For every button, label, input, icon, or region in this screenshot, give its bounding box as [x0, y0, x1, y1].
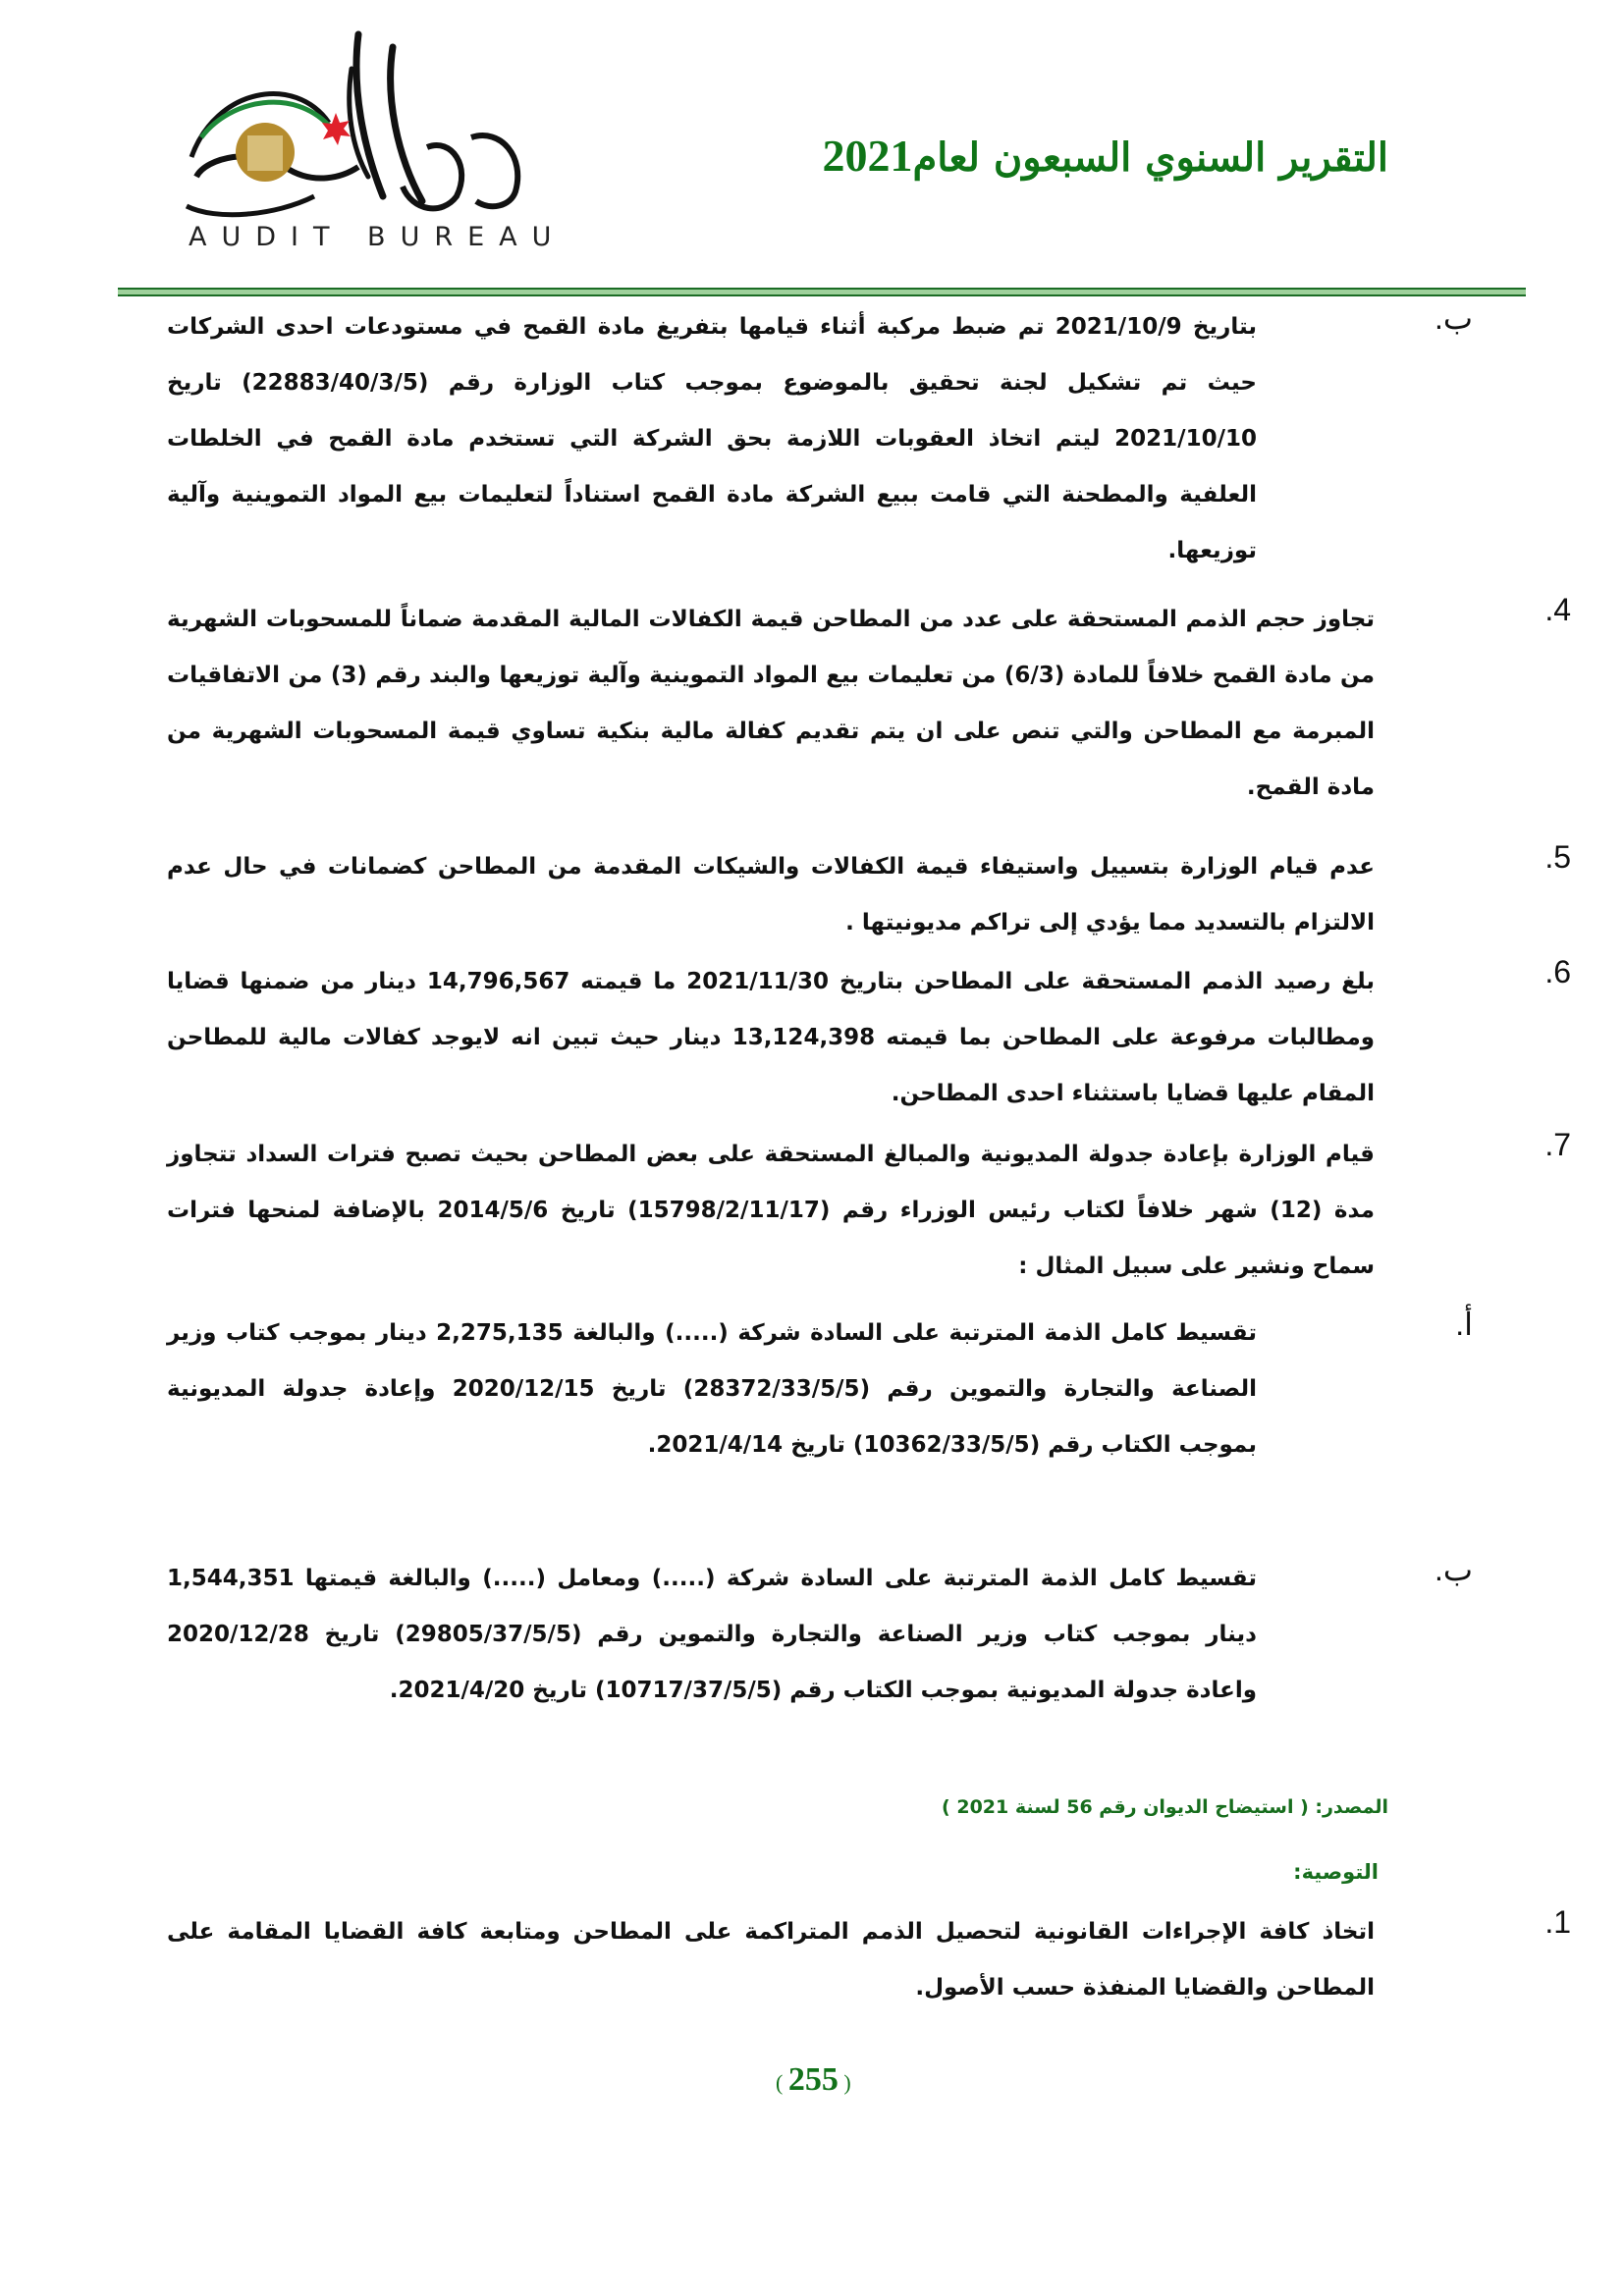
report-title-text: التقرير السنوي السبعون لعام [912, 134, 1388, 181]
paragraph: بلغ رصيد الذمم المستحقة على المطاحن بتاريخ 2021/11/30 ما قيمته 14,796,567 دينار من ضمنها قضايا ومطالبات مرفوعة على المطاحن بما قيمته 13,124,398 دينار حيث تبين انه لايوجد كفالات مالية للمطاحن المقام عليها قضايا باستثناء احدى المطاحن. [167, 969, 1375, 1106]
list-marker: ب. [1434, 1552, 1473, 1587]
list-item [167, 592, 1571, 816]
page-header [0, 0, 1624, 294]
list-marker: 5. [1544, 839, 1571, 875]
list-marker: 1. [1544, 1904, 1571, 1940]
list-marker: 4. [1544, 592, 1571, 627]
report-title-year: 2021 [822, 131, 913, 181]
report-title [822, 130, 1388, 182]
logo-emblem-icon [177, 29, 569, 226]
paragraph: عدم قيام الوزارة بتسييل واستيفاء قيمة الكفالات والشيكات المقدمة من المطاحن كضمانات في حال عدم الالتزام بالتسديد مما يؤدي إلى تراكم مديونيتها . [167, 854, 1375, 935]
paragraph: تقسيط كامل الذمة المترتبة على السادة شركة (.....) والبالغة 2,275,135 دينار بموجب كتاب وزير الصناعة والتجارة والتموين رقم (28372/33/5/5) تاريخ 2020/12/15 وإعادة جدولة المديونية بموجب الكتاب رقم (10362/33/5/5) تاريخ 2021/4/14. [167, 1320, 1257, 1458]
source-note: المصدر: ( استيضاح الديوان رقم 56 لسنة 2021 ) [942, 1796, 1388, 1818]
header-divider [118, 288, 1526, 296]
paragraph: قيام الوزارة بإعادة جدولة المديونية والمبالغ المستحقة على بعض المطاحن بحيث تصبح فترات السداد تتجاوز مدة (12) شهر خلافاً لكتاب رئيس الوزراء رقم (15798/2/11/17) تاريخ 2014/5/6 بالإضافة لمنحها فترات سماح ونشير على سبيل المثال : [167, 1142, 1375, 1279]
list-marker: أ. [1455, 1307, 1473, 1342]
list-marker: 6. [1544, 954, 1571, 989]
logo-caption: AUDIT BUREAU [189, 222, 567, 252]
list-item [167, 839, 1571, 951]
list-item [167, 1551, 1473, 1719]
paragraph: بتاريخ 2021/10/9 تم ضبط مركبة أثناء قيامها بتفريغ مادة القمح في مستودعات احدى الشركات حيث تم تشكيل لجنة تحقيق بالموضوع بموجب كتاب الوزارة رقم (22883/40/3/5) تاريخ 2021/10/10 ليتم اتخاذ العقوبات اللازمة بحق الشركة التي تستخدم مادة القمح في الخلطات العلفية والمطحنة التي قامت ببيع الشركة مادة القمح استناداً لتعليمات بيع المواد التموينية وآلية توزيعها. [167, 314, 1258, 563]
page-number: ( 255 ) [776, 2061, 851, 2098]
list-marker: ب. [1434, 300, 1473, 336]
list-marker: 7. [1544, 1127, 1571, 1162]
recommendation-heading: التوصية: [1293, 1860, 1379, 1884]
list-item [167, 1127, 1571, 1295]
page-number-value: 255 [787, 2061, 839, 2098]
list-item [167, 299, 1473, 579]
paragraph: تقسيط كامل الذمة المترتبة على السادة شركة (.....) ومعامل (.....) والبالغة قيمتها 1,544,351 دينار بموجب كتاب وزير الصناعة والتجارة والتموين رقم (29805/37/5/5) تاريخ 2020/12/28 واعادة جدولة المديونية بموجب الكتاب رقم (10717/37/5/5) تاريخ 2021/4/20. [167, 1566, 1257, 1703]
paragraph: اتخاذ كافة الإجراءات القانونية لتحصيل الذمم المتراكمة على المطاحن ومتابعة كافة القضايا المقامة على المطاحن والقضايا المنفذة حسب الأصول. [167, 1919, 1375, 2001]
list-item [167, 954, 1571, 1122]
audit-bureau-logo [177, 29, 569, 265]
recommendation-item [167, 1904, 1571, 2016]
paragraph: تجاوز حجم الذمم المستحقة على عدد من المطاحن قيمة الكفالات المالية المقدمة ضماناً للمسحوبات الشهرية من مادة القمح خلافاً للمادة (6/3) من تعليمات بيع المواد التموينية وآلية توزيعها والبند رقم (3) من الاتفاقيات المبرمة مع المطاحن والتي تنص على ان يتم تقديم كفالة مالية بنكية تساوي قيمة المسحوبات الشهرية من مادة القمح. [167, 607, 1375, 800]
list-item [167, 1306, 1473, 1473]
